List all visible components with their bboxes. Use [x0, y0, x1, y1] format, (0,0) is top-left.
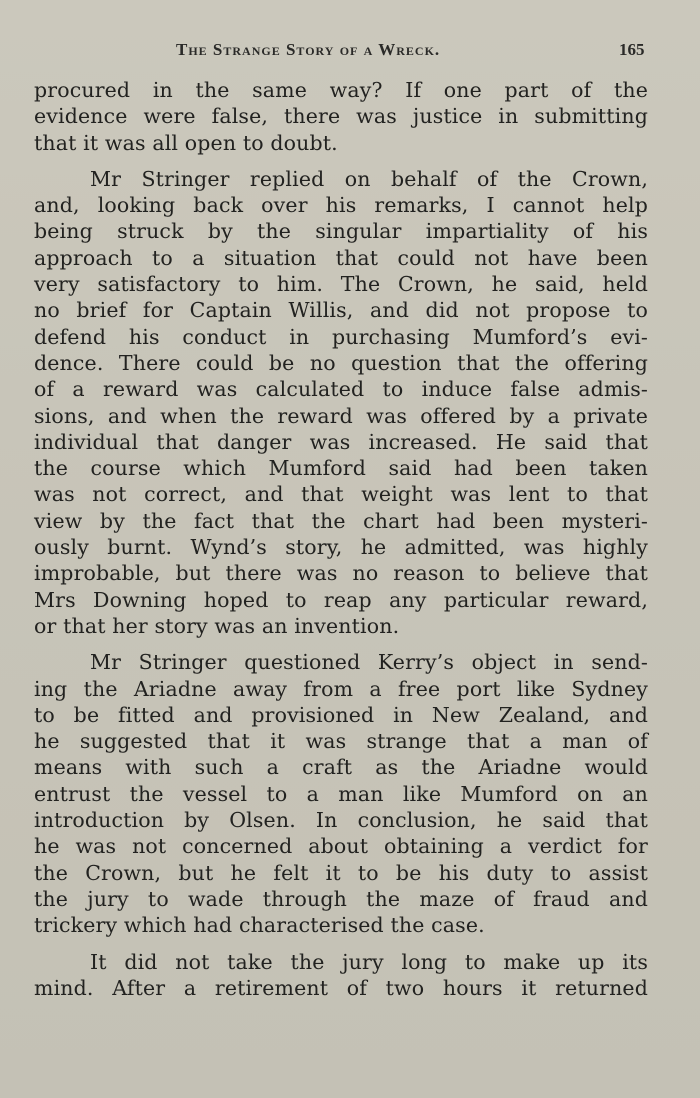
page-number: 165 — [619, 40, 645, 59]
text-line: the jury to wade through the maze of fraud and — [34, 886, 648, 911]
text-line: view by the fact that the chart had been mysteri- — [34, 508, 648, 533]
text-line: It did not take the jury long to make up its — [90, 949, 648, 974]
running-head — [0, 40, 700, 64]
text-line: he suggested that it was strange that a man of — [34, 729, 648, 754]
text-line: evidence were false, there was justice in submitting — [34, 104, 648, 129]
text-line: approach to a situation that could not have been — [34, 245, 648, 270]
text-line: ously burnt. Wynd’s story, he admitted, was highly — [34, 535, 648, 560]
text-line: introduction by Olsen. In conclusion, he said that — [34, 808, 648, 833]
text-line: the course which Mumford said had been taken — [34, 456, 648, 481]
text-line: dence. There could be no question that the offering — [34, 350, 648, 375]
paragraph-4 — [34, 949, 648, 1002]
text-line: trickery which had characterised the case. — [34, 913, 485, 938]
text-line: or that her story was an invention. — [34, 613, 400, 638]
text-line: was not correct, and that weight was lent to that — [34, 482, 648, 507]
text-line: that it was all open to doubt. — [34, 130, 338, 155]
text-line: no brief for Captain Willis, and did not propose to — [34, 298, 648, 323]
text-line: he was not concerned about obtaining a verdict for — [34, 834, 648, 859]
text-line: procured in the same way? If one part of the — [34, 78, 648, 102]
text-line: mind. After a retirement of two hours it returned — [34, 975, 648, 1000]
text-line: to be fitted and provisioned in New Zealand, and — [34, 702, 648, 727]
text-line: the Crown, but he felt it to be his duty to assist — [34, 860, 648, 885]
text-line: defend his conduct in purchasing Mumford’s evi- — [34, 324, 648, 349]
text-line: improbable, but there was no reason to believe that — [34, 561, 648, 586]
text-line: individual that danger was increased. He said that — [34, 429, 648, 454]
text-line: ing the Ariadne away from a free port like Sydney — [34, 676, 648, 701]
text-line: Mr Stringer replied on behalf of the Crown, — [90, 166, 648, 191]
text-line: very satisfactory to him. The Crown, he said, held — [34, 272, 648, 297]
text-line: Mrs Downing hoped to reap any particular reward, — [34, 587, 648, 612]
text-line: and, looking back over his remarks, I cannot help — [34, 193, 648, 218]
text-line: means with such a craft as the Ariadne would — [34, 755, 648, 780]
paragraph-2 — [34, 166, 648, 639]
text-line: entrust the vessel to a man like Mumford on an — [34, 781, 648, 806]
text-line: Mr Stringer questioned Kerry’s object in send- — [90, 650, 648, 675]
text-line: of a reward was calculated to induce false admis- — [34, 377, 648, 402]
body-text — [34, 77, 648, 1001]
text-line: being struck by the singular impartiality of his — [34, 219, 648, 244]
running-head-title: The Strange Story of a Wreck. — [176, 40, 441, 59]
paragraph-3 — [34, 649, 648, 938]
text-line: sions, and when the reward was offered by a private — [34, 403, 648, 428]
paragraph-1 — [34, 77, 648, 156]
